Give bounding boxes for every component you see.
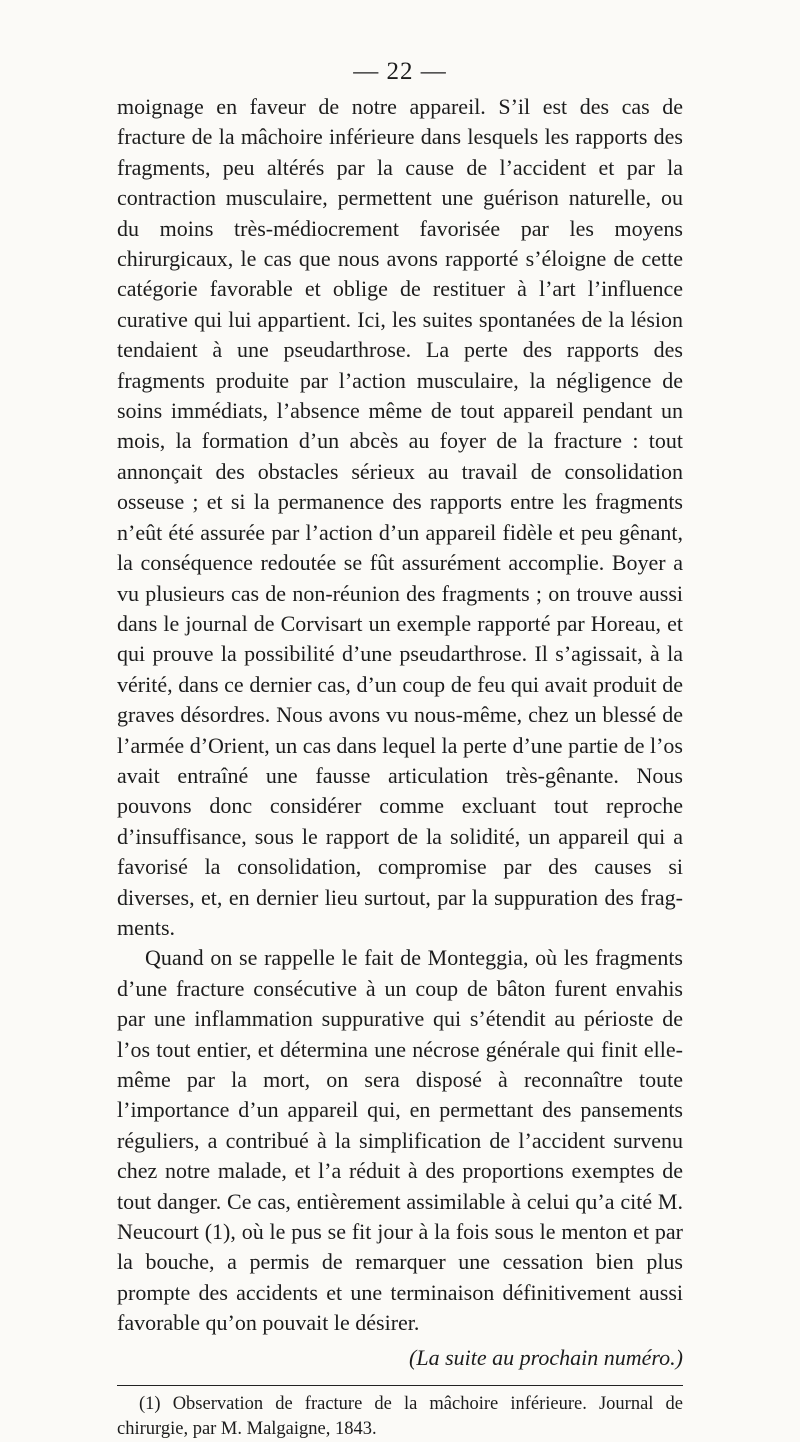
footnote-marker: (1) — [139, 1394, 161, 1415]
paragraph-2-text: Quand on se rappelle le fait de Monteggia, où les fragments d’une fracture consécutive à un coup de bâton furent envahis par une inflammation suppurative qui s’étendit au périoste de l’os tout entier, et détermina une nécrose générale qui finit elle-même par la mort, on sera disposé à reconnaître toute l’importance d’un appareil qui, en permettant des pansements réguliers, a contribué à la simplification de l’accident survenu chez notre malade, et l’a réduit à des proportions exemptes de tout danger. Ce cas, entièrement assimilable à celui qu’a cité M. Neucourt — [117, 945, 683, 1245]
footnote-text: Observation de fracture de la mâchoire inférieure. Journal de chirurgie, par M. Malgaigne, 1843. — [117, 1394, 684, 1440]
paragraph-2 — [117, 943, 683, 1338]
paragraph-2-continuation: ), où le pus se fit jour à la fois sous le menton et par la bouche, a permis de remarquer une cessation bien plus prompte des accidents et une terminaison définitivement aussi favorable qu’on pouvait le désirer. — [117, 1219, 683, 1336]
footnote — [117, 1392, 683, 1442]
paragraph-1: moignage en faveur de notre appareil. S’il est des cas de fracture de la mâchoire inférieure dans lesquels les rapports des fragments, peu altérés par la cause de l’accident et par la contraction musculaire, permettent une guérison naturelle, ou du moins très-médiocrement favorisée par les moyens chirurgicaux, le cas que nous avons rapporté s’éloigne de cette catégorie favorable et oblige de restituer à l’art l’influence curative qui lui appartient. Ici, les suites spontanées de la lésion tendaient à une pseudarthrose. La perte des rapports des fragments produite par l’action musculaire, la négligence de soins immédiats, l’absence même de tout appareil pendant un mois, la formation d’un abcès au foyer de la fracture : tout annonçait des obstacles sérieux au travail de consolidation osseuse ; et si la permanence des rapports entre les fragments n’eût été assurée par l’action d’un appareil fidèle et peu gênant, la conséquence redoutée se fût assurément accomplie. Boyer a vu plusieurs cas de non-réunion des fragments ; on trouve aussi dans le journal de Corvisart un exemple rapporté par Horeau, et qui prouve la possibilité d’une pseudarthrose. Il s’agissait, à la vérité, dans ce dernier cas, d’un coup de feu qui avait produit de graves désordres. Nous avons vu nous-même, chez un blessé de l’armée d’Orient, un cas dans lequel la perte d’une partie de l’os avait entraîné une fausse articulation très-gênante. Nous pouvons donc considérer comme excluant tout reproche d’insuffisance, sous le rapport de la solidité, un appareil qui a favorisé la consolidation, compromise par des causes si diverses, et, en dernier lieu surtout, par la suppuration des fragments. — [117, 94, 683, 940]
page-number: — 22 — — [353, 58, 447, 85]
body-text — [117, 92, 683, 1442]
continuation-note: (La suite au prochain numéro.) — [409, 1344, 683, 1370]
footnote-reference: (1 — [204, 1219, 224, 1245]
footnote-divider — [117, 1385, 683, 1386]
